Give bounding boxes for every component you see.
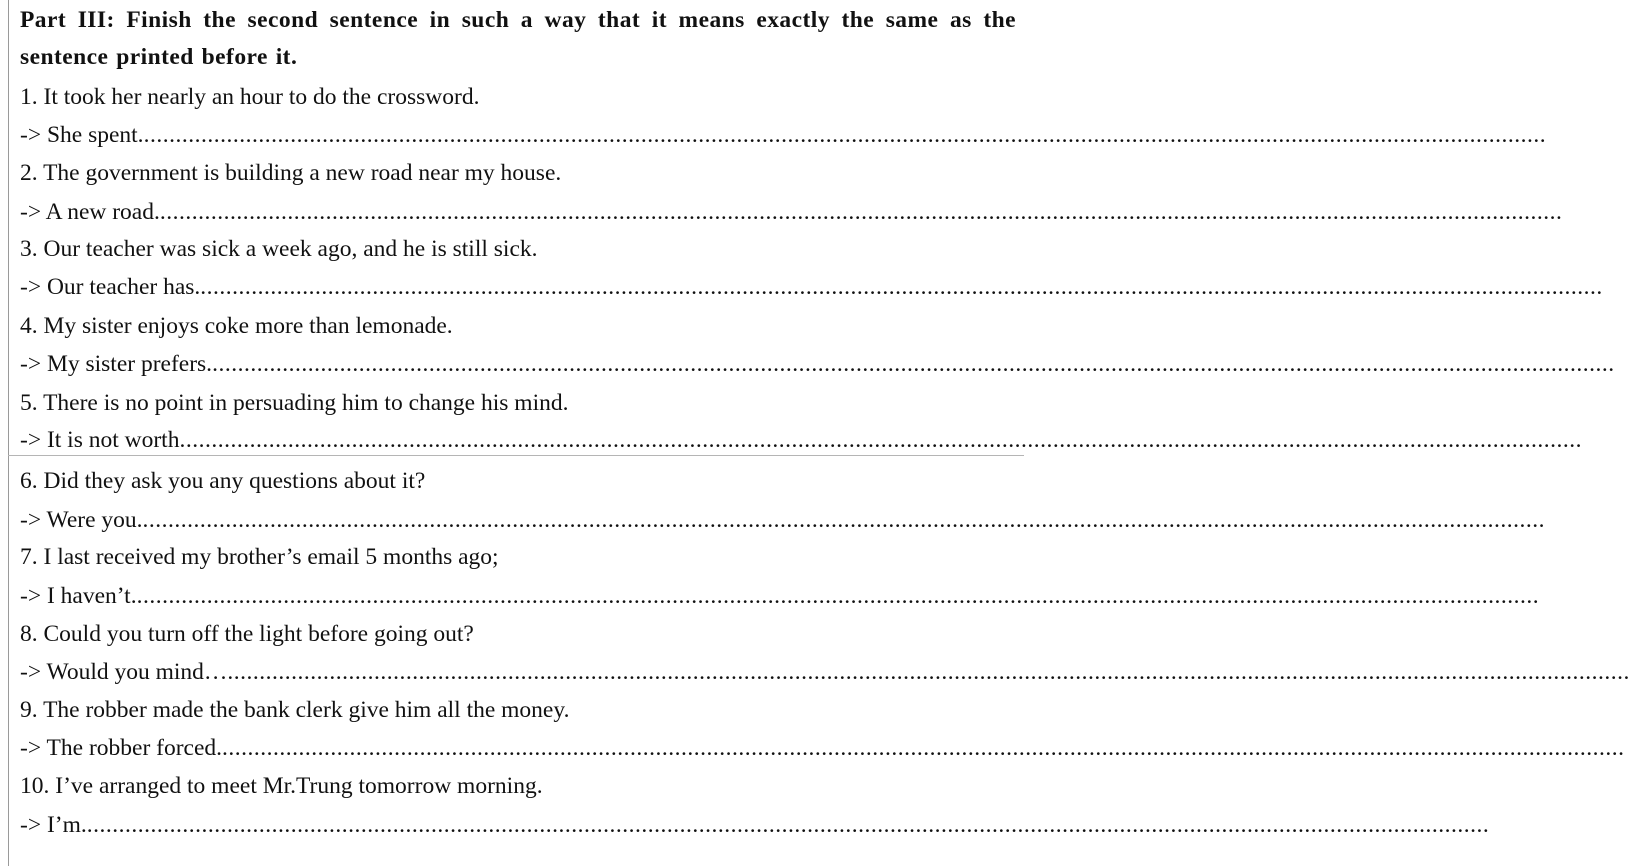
answer-line [20, 581, 1540, 611]
section-divider [8, 455, 1024, 456]
answer-blank: ............................................................................................................................................................................................................................ [136, 583, 1540, 609]
question-text: 6. Did they ask you any questions about it? [20, 468, 426, 494]
question-text: 9. The robber made the bank clerk give him all the money. [20, 697, 570, 723]
answer-prompt: -> Our teacher has. [20, 274, 201, 300]
question-text: 3. Our teacher was sick a week ago, and he is still sick. [20, 236, 538, 262]
answer-line [20, 120, 1547, 150]
question-text: 2. The government is building a new road near my house. [20, 160, 562, 186]
answer-prompt: -> It is not worth [20, 427, 180, 453]
answer-blank: ............................................................................................................................................................................................................................ [143, 122, 1547, 148]
answer-blank: ............................................................................................................................................................................................................................ [222, 735, 1625, 761]
question-text: 7. I last received my brother’s email 5 months ago; [20, 544, 499, 570]
answer-prompt: -> I’m. [20, 812, 87, 838]
answer-line [20, 425, 1582, 455]
answer-line [20, 733, 1625, 763]
answer-prompt: -> I haven’t. [20, 583, 137, 609]
answer-line [20, 505, 1546, 535]
answer-prompt: -> My sister prefers. [20, 351, 213, 377]
answer-blank: ............................................................................................................................................................................................................................ [200, 274, 1603, 300]
question-text: 10. I’ve arranged to meet Mr.Trung tomorrow morning. [20, 773, 543, 799]
answer-blank: ............................................................................................................................................................................................................................ [142, 507, 1546, 533]
answer-prompt: -> The robber forced. [20, 735, 223, 761]
question-text: 5. There is no point in persuading him to change his mind. [20, 390, 569, 416]
answer-blank: ............................................................................................................................................................................................................................ [212, 351, 1615, 377]
question-text: 4. My sister enjoys coke more than lemonade. [20, 313, 453, 339]
answer-prompt: -> Would you mind… [20, 659, 228, 685]
question-text: 8. Could you turn off the light before going out? [20, 621, 474, 647]
answer-blank: ............................................................................................................................................................................................................................ [179, 427, 1582, 453]
answer-prompt: -> She spent. [20, 122, 144, 148]
answer-line [20, 657, 1630, 687]
answer-line [20, 272, 1603, 302]
answer-blank: ............................................................................................................................................................................................................................ [159, 199, 1563, 225]
exercise-heading: Part III: Finish the second sentence in such a way that it means exactly the same as the sentence printed before it. [20, 7, 1016, 70]
answer-prompt: -> Were you. [20, 507, 143, 533]
answer-line [20, 349, 1615, 379]
question-text: 1. It took her nearly an hour to do the crossword. [20, 84, 480, 110]
answer-blank: ............................................................................................................................................................................................................................ [227, 659, 1630, 685]
answer-prompt: -> A new road. [20, 199, 160, 225]
answer-line [20, 197, 1563, 227]
answer-blank: ............................................................................................................................................................................................................................ [86, 812, 1490, 838]
answer-line [20, 810, 1490, 840]
page-left-border [8, 0, 9, 866]
